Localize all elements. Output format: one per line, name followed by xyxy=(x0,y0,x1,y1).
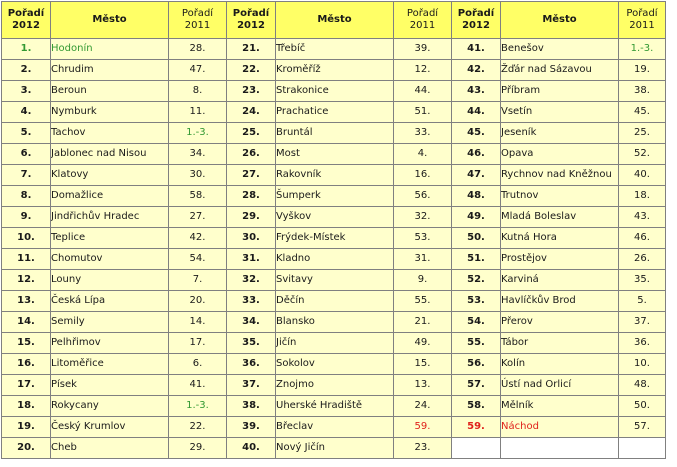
city-cell: Kladno xyxy=(276,249,394,270)
city-cell: Domažlice xyxy=(51,186,169,207)
header-rank-2012 xyxy=(2,2,51,39)
city-cell: Kolín xyxy=(501,354,619,375)
table-row xyxy=(2,354,666,375)
rank-2011-cell: 39. xyxy=(394,39,452,60)
table-row xyxy=(2,102,666,123)
rank-2011-cell: 55. xyxy=(394,291,452,312)
table-row xyxy=(2,333,666,354)
table-row xyxy=(2,39,666,60)
city-cell: Trutnov xyxy=(501,186,619,207)
rank-2011-cell: 58. xyxy=(169,186,227,207)
city-ranking-table xyxy=(1,1,666,459)
rank-2012-cell: 38. xyxy=(227,396,276,417)
rank-2011-cell: 15. xyxy=(394,354,452,375)
city-cell: Rokycany xyxy=(51,396,169,417)
rank-2011-cell: 50. xyxy=(619,396,666,417)
header-rank-2011 xyxy=(394,2,452,39)
city-cell: Šumperk xyxy=(276,186,394,207)
rank-2011-cell: 18. xyxy=(619,186,666,207)
city-cell: Nový Jičín xyxy=(276,438,394,459)
empty-cell xyxy=(501,438,619,459)
rank-2012-cell: 47. xyxy=(452,165,501,186)
city-cell: Karviná xyxy=(501,270,619,291)
city-cell: Chrudim xyxy=(51,60,169,81)
rank-2012-cell: 5. xyxy=(2,123,51,144)
rank-2012-cell: 52. xyxy=(452,270,501,291)
header-rank-2012-year: 2012 xyxy=(237,20,265,31)
rank-2012-cell: 26. xyxy=(227,144,276,165)
rank-2012-cell: 57. xyxy=(452,375,501,396)
rank-2012-cell: 21. xyxy=(227,39,276,60)
rank-2011-cell: 16. xyxy=(394,165,452,186)
rank-2012-cell: 19. xyxy=(2,417,51,438)
header-row xyxy=(2,2,666,39)
city-cell: Prostějov xyxy=(501,249,619,270)
city-cell: Jablonec nad Nisou xyxy=(51,144,169,165)
rank-2012-cell: 13. xyxy=(2,291,51,312)
city-cell: Blansko xyxy=(276,312,394,333)
table-row xyxy=(2,186,666,207)
header-rank-2011 xyxy=(619,2,666,39)
rank-2012-cell: 56. xyxy=(452,354,501,375)
city-cell: Uherské Hradiště xyxy=(276,396,394,417)
city-cell: Prachatice xyxy=(276,102,394,123)
rank-2011-cell: 42. xyxy=(169,228,227,249)
rank-2011-cell: 21. xyxy=(394,312,452,333)
rank-2012-cell: 18. xyxy=(2,396,51,417)
rank-2012-cell: 48. xyxy=(452,186,501,207)
rank-2011-cell: 12. xyxy=(394,60,452,81)
rank-2012-cell: 11. xyxy=(2,249,51,270)
empty-cell xyxy=(619,438,666,459)
rank-2011-cell: 43. xyxy=(619,207,666,228)
rank-2012-cell: 39. xyxy=(227,417,276,438)
city-cell: Děčín xyxy=(276,291,394,312)
rank-2011-cell: 44. xyxy=(394,81,452,102)
rank-2011-cell: 41. xyxy=(169,375,227,396)
header-rank-2011-label: Pořadí xyxy=(406,8,439,19)
rank-2011-cell: 28. xyxy=(169,39,227,60)
rank-2011-cell: 46. xyxy=(619,228,666,249)
rank-2012-cell: 35. xyxy=(227,333,276,354)
city-cell: Mladá Boleslav xyxy=(501,207,619,228)
rank-2011-cell: 5. xyxy=(619,291,666,312)
table-row xyxy=(2,396,666,417)
rank-2012-cell: 40. xyxy=(227,438,276,459)
city-cell: Nymburk xyxy=(51,102,169,123)
city-cell: Tachov xyxy=(51,123,169,144)
city-cell: Benešov xyxy=(501,39,619,60)
rank-2012-cell: 3. xyxy=(2,81,51,102)
rank-2012-cell: 58. xyxy=(452,396,501,417)
header-rank-2012-label: Pořadí xyxy=(7,8,45,19)
rank-2012-cell: 29. xyxy=(227,207,276,228)
rank-2012-cell: 33. xyxy=(227,291,276,312)
rank-2012-cell: 51. xyxy=(452,249,501,270)
city-cell: Teplice xyxy=(51,228,169,249)
table-row xyxy=(2,291,666,312)
rank-2012-cell: 54. xyxy=(452,312,501,333)
table-row xyxy=(2,438,666,459)
rank-2012-cell: 25. xyxy=(227,123,276,144)
rank-2012-cell: 17. xyxy=(2,375,51,396)
city-cell: Opava xyxy=(501,144,619,165)
rank-2011-cell: 24. xyxy=(394,396,452,417)
rank-2012-cell: 28. xyxy=(227,186,276,207)
city-cell: Pelhřimov xyxy=(51,333,169,354)
rank-2011-cell: 36. xyxy=(619,333,666,354)
rank-2011-cell: 8. xyxy=(169,81,227,102)
city-cell: Písek xyxy=(51,375,169,396)
table-row xyxy=(2,60,666,81)
rank-2011-cell: 57. xyxy=(619,417,666,438)
city-cell: Hodonín xyxy=(51,39,169,60)
rank-2012-cell: 55. xyxy=(452,333,501,354)
rank-2011-cell: 33. xyxy=(394,123,452,144)
header-rank-2011-label: Pořadí xyxy=(181,8,214,19)
header-rank-2012 xyxy=(227,2,276,39)
rank-2011-cell: 26. xyxy=(619,249,666,270)
city-cell: Český Krumlov xyxy=(51,417,169,438)
rank-2011-cell: 29. xyxy=(169,438,227,459)
rank-2011-cell: 34. xyxy=(169,144,227,165)
header-rank-2011-label: Pořadí xyxy=(626,8,658,19)
rank-2011-cell: 31. xyxy=(394,249,452,270)
rank-2012-cell: 59. xyxy=(452,417,501,438)
rank-2012-cell: 20. xyxy=(2,438,51,459)
rank-2012-cell: 45. xyxy=(452,123,501,144)
rank-2012-cell: 16. xyxy=(2,354,51,375)
rank-2012-cell: 9. xyxy=(2,207,51,228)
rank-2012-cell: 49. xyxy=(452,207,501,228)
city-cell: Svitavy xyxy=(276,270,394,291)
table-row xyxy=(2,228,666,249)
header-city: Město xyxy=(276,2,394,39)
city-cell: Příbram xyxy=(501,81,619,102)
header-rank-2012-year: 2012 xyxy=(12,20,40,31)
rank-2011-cell: 13. xyxy=(394,375,452,396)
city-cell: Strakonice xyxy=(276,81,394,102)
rank-2011-cell: 35. xyxy=(619,270,666,291)
rank-2011-cell: 37. xyxy=(619,312,666,333)
header-rank-2012 xyxy=(452,2,501,39)
table-row xyxy=(2,375,666,396)
table-row xyxy=(2,270,666,291)
rank-2011-cell: 51. xyxy=(394,102,452,123)
rank-2011-cell: 11. xyxy=(169,102,227,123)
city-cell: Žďár nad Sázavou xyxy=(501,60,619,81)
rank-2012-cell: 14. xyxy=(2,312,51,333)
city-cell: Most xyxy=(276,144,394,165)
city-cell: Jeseník xyxy=(501,123,619,144)
city-cell: Havlíčkův Brod xyxy=(501,291,619,312)
rank-2011-cell: 19. xyxy=(619,60,666,81)
rank-2011-cell: 38. xyxy=(619,81,666,102)
rank-2011-cell: 1.-3. xyxy=(169,123,227,144)
city-cell: Kutná Hora xyxy=(501,228,619,249)
rank-2011-cell: 27. xyxy=(169,207,227,228)
rank-2011-cell: 14. xyxy=(169,312,227,333)
rank-2011-cell: 22. xyxy=(169,417,227,438)
rank-2011-cell: 52. xyxy=(619,144,666,165)
rank-2011-cell: 45. xyxy=(619,102,666,123)
rank-2011-cell: 49. xyxy=(394,333,452,354)
rank-2012-cell: 12. xyxy=(2,270,51,291)
header-rank-2012-year: 2012 xyxy=(462,20,490,31)
city-cell: Česká Lípa xyxy=(51,291,169,312)
city-cell: Kroměříž xyxy=(276,60,394,81)
city-cell: Cheb xyxy=(51,438,169,459)
rank-2012-cell: 4. xyxy=(2,102,51,123)
table-row xyxy=(2,312,666,333)
rank-2011-cell: 56. xyxy=(394,186,452,207)
city-cell: Vyškov xyxy=(276,207,394,228)
header-rank-2012-label: Pořadí xyxy=(232,8,270,19)
rank-2012-cell: 1. xyxy=(2,39,51,60)
city-cell: Bruntál xyxy=(276,123,394,144)
header-city: Město xyxy=(51,2,169,39)
rank-2012-cell: 6. xyxy=(2,144,51,165)
city-cell: Mělník xyxy=(501,396,619,417)
rank-2012-cell: 53. xyxy=(452,291,501,312)
rank-2011-cell: 20. xyxy=(169,291,227,312)
city-cell: Frýdek-Místek xyxy=(276,228,394,249)
rank-2012-cell: 34. xyxy=(227,312,276,333)
city-cell: Klatovy xyxy=(51,165,169,186)
rank-2012-cell: 31. xyxy=(227,249,276,270)
rank-2011-cell: 47. xyxy=(169,60,227,81)
rank-2012-cell: 24. xyxy=(227,102,276,123)
rank-2012-cell: 10. xyxy=(2,228,51,249)
city-cell: Rychnov nad Kněžnou xyxy=(501,165,619,186)
rank-2012-cell: 42. xyxy=(452,60,501,81)
city-cell: Beroun xyxy=(51,81,169,102)
city-cell: Vsetín xyxy=(501,102,619,123)
rank-2011-cell: 1.-3. xyxy=(619,39,666,60)
rank-2012-cell: 32. xyxy=(227,270,276,291)
rank-2011-cell: 6. xyxy=(169,354,227,375)
rank-2011-cell: 25. xyxy=(619,123,666,144)
rank-2011-cell: 32. xyxy=(394,207,452,228)
rank-2012-cell: 50. xyxy=(452,228,501,249)
rank-2012-cell: 23. xyxy=(227,81,276,102)
city-cell: Tábor xyxy=(501,333,619,354)
city-cell: Rakovník xyxy=(276,165,394,186)
rank-2011-cell: 53. xyxy=(394,228,452,249)
header-rank-2011-year: 2011 xyxy=(184,20,211,31)
city-cell: Ústí nad Orlicí xyxy=(501,375,619,396)
table-row xyxy=(2,417,666,438)
rank-2011-cell: 1.-3. xyxy=(169,396,227,417)
city-cell: Chomutov xyxy=(51,249,169,270)
city-cell: Břeclav xyxy=(276,417,394,438)
rank-2012-cell: 30. xyxy=(227,228,276,249)
rank-2012-cell: 44. xyxy=(452,102,501,123)
rank-2011-cell: 10. xyxy=(619,354,666,375)
header-city: Město xyxy=(501,2,619,39)
empty-cell xyxy=(452,438,501,459)
city-cell: Litoměřice xyxy=(51,354,169,375)
city-cell: Semily xyxy=(51,312,169,333)
table-row xyxy=(2,123,666,144)
table-row xyxy=(2,144,666,165)
city-cell: Jičín xyxy=(276,333,394,354)
header-rank-2012-label: Pořadí xyxy=(457,8,495,19)
rank-2012-cell: 8. xyxy=(2,186,51,207)
rank-2012-cell: 46. xyxy=(452,144,501,165)
city-cell: Jindřichův Hradec xyxy=(51,207,169,228)
table-row xyxy=(2,81,666,102)
city-cell: Třebíč xyxy=(276,39,394,60)
rank-2011-cell: 40. xyxy=(619,165,666,186)
rank-2012-cell: 36. xyxy=(227,354,276,375)
rank-2012-cell: 22. xyxy=(227,60,276,81)
city-cell: Znojmo xyxy=(276,375,394,396)
rank-2011-cell: 4. xyxy=(394,144,452,165)
city-cell: Sokolov xyxy=(276,354,394,375)
rank-2012-cell: 41. xyxy=(452,39,501,60)
rank-2012-cell: 37. xyxy=(227,375,276,396)
rank-2011-cell: 30. xyxy=(169,165,227,186)
city-cell: Přerov xyxy=(501,312,619,333)
rank-2011-cell: 23. xyxy=(394,438,452,459)
table-row xyxy=(2,207,666,228)
rank-2012-cell: 27. xyxy=(227,165,276,186)
rank-2011-cell: 48. xyxy=(619,375,666,396)
rank-2012-cell: 15. xyxy=(2,333,51,354)
header-rank-2011-year: 2011 xyxy=(409,20,436,31)
city-cell: Náchod xyxy=(501,417,619,438)
rank-2011-cell: 54. xyxy=(169,249,227,270)
rank-2011-cell: 9. xyxy=(394,270,452,291)
table-row xyxy=(2,165,666,186)
rank-2011-cell: 59. xyxy=(394,417,452,438)
rank-2011-cell: 7. xyxy=(169,270,227,291)
table-row xyxy=(2,249,666,270)
rank-2012-cell: 7. xyxy=(2,165,51,186)
rank-2011-cell: 17. xyxy=(169,333,227,354)
city-cell: Louny xyxy=(51,270,169,291)
rank-2012-cell: 43. xyxy=(452,81,501,102)
rank-2012-cell: 2. xyxy=(2,60,51,81)
header-rank-2011 xyxy=(169,2,227,39)
header-rank-2011-year: 2011 xyxy=(629,20,655,31)
